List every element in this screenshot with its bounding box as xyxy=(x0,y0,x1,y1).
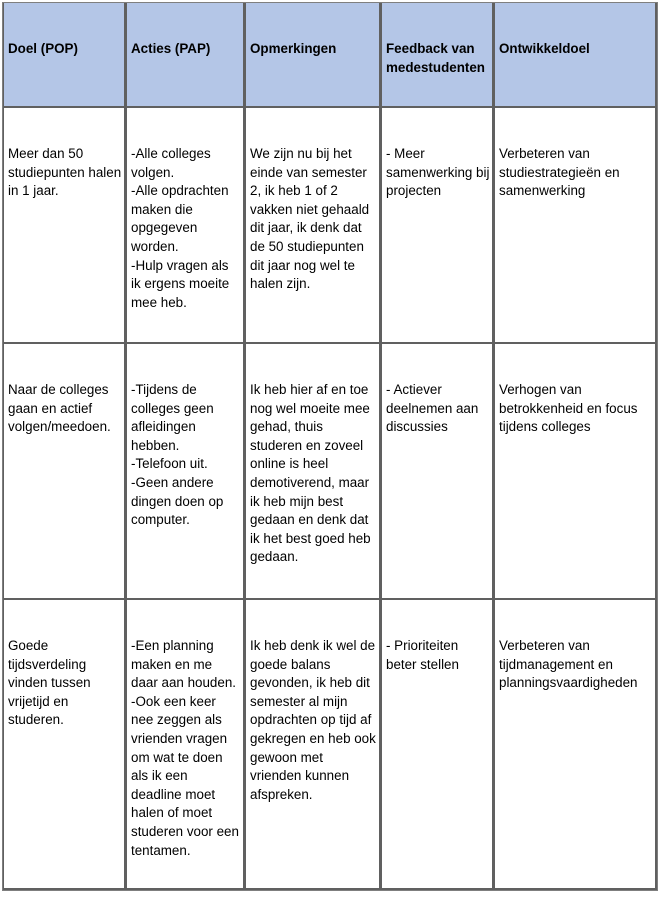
cell-opmerkingen xyxy=(245,108,381,344)
cell-text: Verhogen van betrokkenheid en focus tijdens colleges xyxy=(499,382,638,435)
cell-opmerkingen xyxy=(245,344,381,600)
header-label: Ontwikkeldoel xyxy=(499,41,590,56)
cell-doel xyxy=(3,108,126,344)
header-cell-ontwikkeldoel xyxy=(494,3,657,108)
cell-text: -Tijdens de colleges geen afleidingen hebben. -Telefoon uit. -Geen andere dingen doen op computer. xyxy=(131,382,224,528)
cell-text: Ik heb hier af en toe nog wel moeite mee gehad, thuis studeren en zoveel online is heel demotiverend, maar ik heb mijn best gedaan en denk dat ik het best goed heb gedaan. xyxy=(250,382,371,565)
header-cell-feedback xyxy=(381,3,494,108)
cell-doel xyxy=(3,600,126,890)
cell-text: -Een planning maken en me daar aan houden. -Ook een keer nee zeggen als vrienden vragen om wat te doen als ik een deadline moet halen of moet studeren voor een tentamen. xyxy=(131,638,239,858)
pop-pap-table xyxy=(2,2,658,891)
cell-text: Meer dan 50 studiepunten halen in 1 jaar. xyxy=(8,146,122,199)
header-label: Opmerkingen xyxy=(250,41,337,56)
cell-text: - Meer samenwerking bij projecten xyxy=(386,146,490,199)
cell-ontwikkeldoel xyxy=(494,344,657,600)
header-label: Feedback van medestudenten xyxy=(386,41,485,75)
cell-text: Naar de colleges gaan en actief volgen/meedoen. xyxy=(8,382,111,435)
cell-text: Verbeteren van studiestrategieën en samenwerking xyxy=(499,146,620,199)
cell-feedback xyxy=(381,344,494,600)
table-row xyxy=(3,108,657,344)
header-label: Acties (PAP) xyxy=(131,41,211,56)
cell-text: Ik heb denk ik wel de goede balans gevonden, ik heb dit semester al mijn opdrachten op tijd af gekregen en heb ook gewoon met vrienden kunnen afspreken. xyxy=(250,638,376,802)
cell-feedback xyxy=(381,108,494,344)
cell-text: - Prioriteiten beter stellen xyxy=(386,638,459,672)
cell-text: Goede tijdsverdeling vinden tussen vrijetijd en studeren. xyxy=(8,638,91,728)
header-cell-opmerkingen xyxy=(245,3,381,108)
header-cell-doel xyxy=(3,3,126,108)
cell-acties xyxy=(126,344,245,600)
cell-text: We zijn nu bij het einde van semester 2, ik heb 1 of 2 vakken niet gehaald dit jaar, ik denk dat de 50 studiepunten dit jaar nog wel te halen zijn. xyxy=(250,146,370,292)
cell-ontwikkeldoel xyxy=(494,108,657,344)
cell-acties xyxy=(126,600,245,890)
table-row xyxy=(3,600,657,890)
cell-feedback xyxy=(381,600,494,890)
header-row xyxy=(3,3,657,108)
cell-doel xyxy=(3,344,126,600)
cell-opmerkingen xyxy=(245,600,381,890)
header-cell-acties xyxy=(126,3,245,108)
cell-ontwikkeldoel xyxy=(494,600,657,890)
table-row xyxy=(3,344,657,600)
cell-text: -Alle colleges volgen. -Alle opdrachten maken die opgegeven worden. -Hulp vragen als ik ergens moeite mee heb. xyxy=(131,146,230,310)
cell-acties xyxy=(126,108,245,344)
cell-text: Verbeteren van tijdmanagement en planningsvaardigheden xyxy=(499,638,638,691)
cell-text: - Actiever deelnemen aan discussies xyxy=(386,382,479,435)
pop-pap-table-container xyxy=(2,2,658,891)
header-label: Doel (POP) xyxy=(8,41,78,56)
